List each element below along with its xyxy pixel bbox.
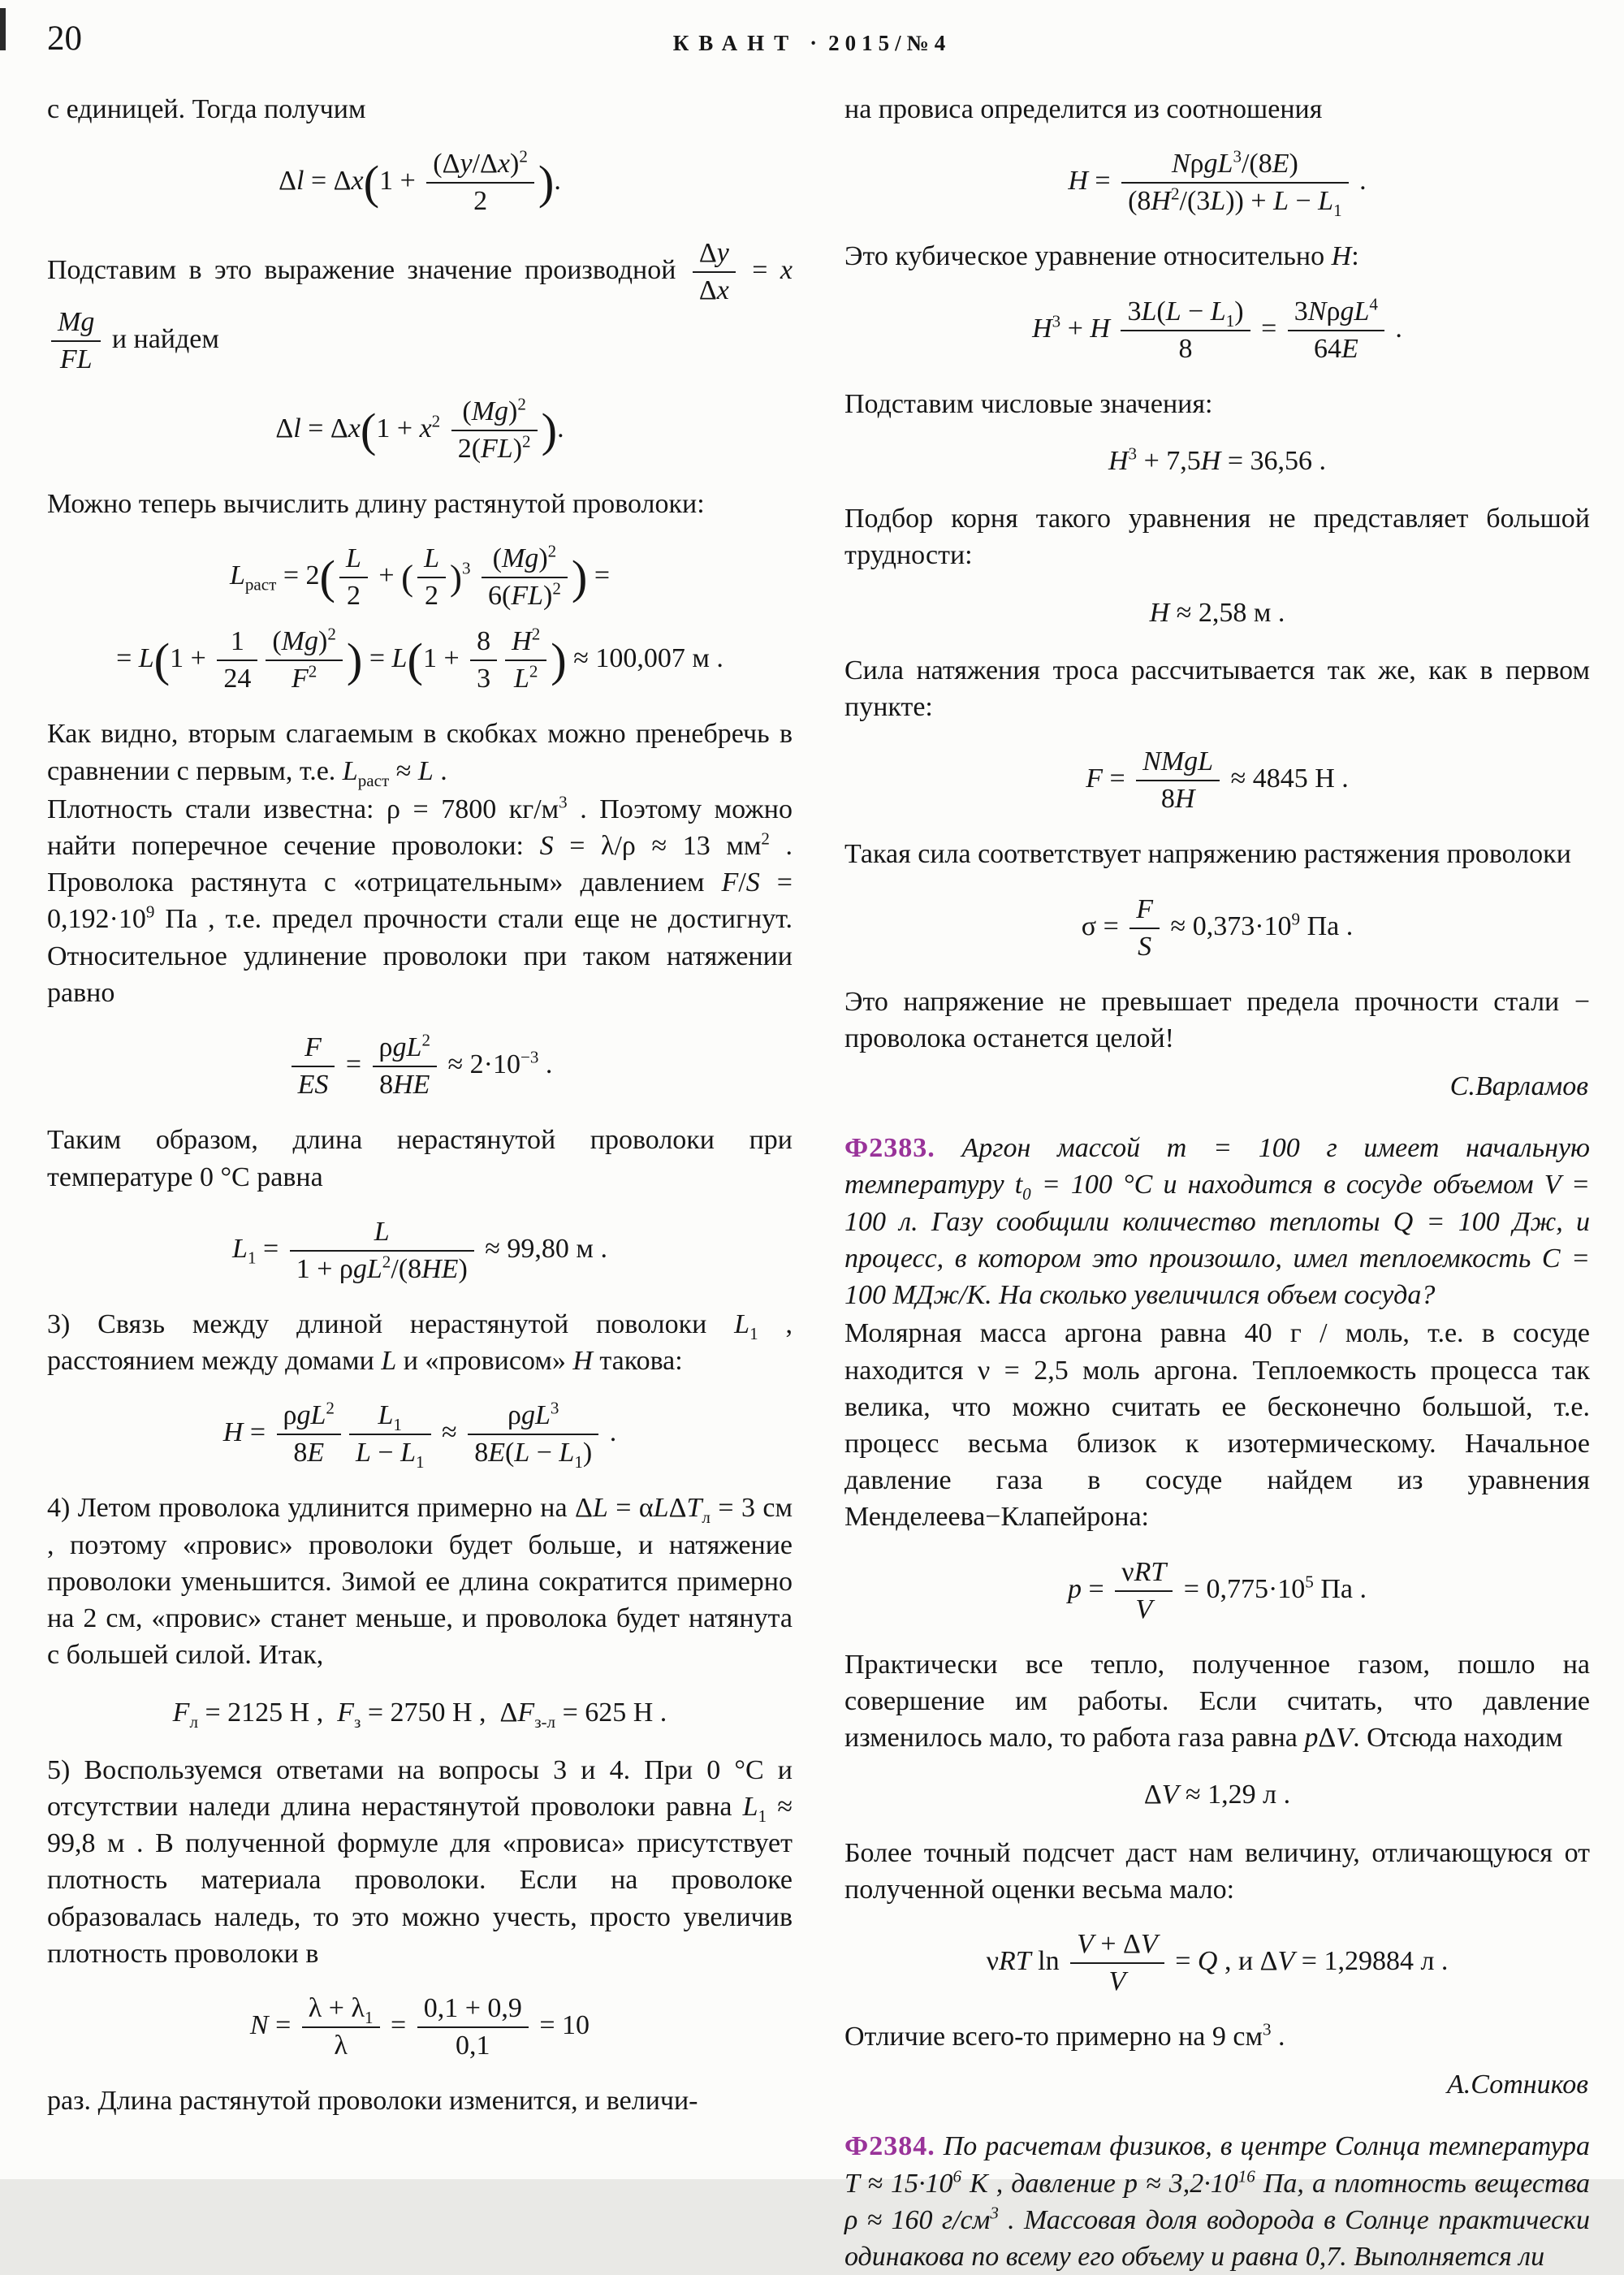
formula-l1: $L_1$ = $\frac{L}{1 + \rho gL^2/(8HE)}$ ≈ 99,80 м . <box>232 1216 607 1284</box>
para-3-svyaz: 3) Связь между длиной нерастянутой поволоки $L_1$ , расстоянием между домами L и «провисом» H такова: <box>47 1308 793 1377</box>
para-bolee-tochnyi: Более точный подсчет даст нам величину, отличающуюся от полученной оценки весьма мало: <box>844 1837 1590 1905</box>
formula-h-value: H ≈ 2,58 м . <box>1149 597 1285 628</box>
formula-nrt-ln: νRT ln $\frac{V + \Delta V}{V}$ = Q , и ΔV = 1,29884 л . <box>986 1929 1449 1997</box>
problem-f2383 <box>844 1130 1590 1313</box>
para-podstavim-proizvodnoy: Подставим в это выражение значение производной $\frac{\Delta y}{\Delta x}$ = x $\frac{Mg}{FL}$ и найдем <box>47 238 793 374</box>
problem-f2384-text: По расчетам физиков, в центре Солнца температура $T \approx 15\cdot 10^6$ К , давление $p \approx 3,2\cdot 10^{16}$ Па, а плотность вещества ρ ≈ 160 $г/см^3$ . Массовая доля водорода в Солнце практически одинакова по всему его объему и равна 0,7. Выполняется ли <box>844 2131 1591 2273</box>
para-prakticheski: Практически все тепло, полученное газом, пошло на совершение им работы. Если считать, что давление изменилось мало, то работа газа равна pΔV. Отсюда находим <box>844 1649 1590 1754</box>
para-raz: раз. Длина растянутой проволоки изменится, и величи- <box>47 2086 698 2117</box>
para-sila-natyazheniya: Сила натяжения троса рассчитывается так же, как в первом пункте: <box>844 655 1590 722</box>
para-4-letom: 4) Летом проволока удлинится примерно на ΔL = αLΔT$_л$ = 3 см , поэтому «провис» проволоки будет больше, и натяжение проволоки уменьшится. Зимой ее длина сократится примерно на 2 см, «провис» станет меньше, и проволока будет натянута с большей силой. Итак, <box>47 1493 793 1671</box>
formula-sily: $F_л = 2125$ Н , $F_з = 2750$ Н , $\Delta F_{з-л} = 625$ Н . <box>172 1697 667 1732</box>
journal-issue: 2015/№4 <box>828 31 952 55</box>
para-otlichie: Отличие всего-то примерно на 9 $см^3$ . <box>844 2019 1285 2052</box>
para-takaya-sila: Такая сила соответствует напряжению растяжения проволоки <box>844 839 1571 870</box>
para-edinicey: с единицей. Тогда получим <box>47 94 366 124</box>
formula-dl-dy-dx: Δl = Δx(1 + $\frac{(\Delta y/\Delta x)^2}{2}$ ). <box>279 146 561 217</box>
author-sotnikov: А.Сотников <box>1447 2070 1588 2100</box>
formula-f-es: $\frac{F}{ES}$ = $\frac{\rho gL^2}{8HE}$ ≈ $2\cdot 10^{-3}$ . <box>47 1032 793 1101</box>
two-column-layout <box>47 91 1590 2275</box>
formula-h-numeric: $H^3 + 7,5H = 36,56$ . <box>1108 443 1327 476</box>
problem-f2383-text: Аргон массой m = 100 г имеет начальную температуру $t_0 = 100$ °C и находится в сосуде объемом V = 100 л. Газу сообщили количество теплоты Q = 100 Дж, и процесс, в котором это произошло, имел теплоемкость C = 100 МДж/К. На сколько увеличился объем сосуда? <box>844 1133 1591 1311</box>
formula-p: p = $\frac{\text{νRT}}{V}$ = $0,775\cdot 10^5$ Па . <box>1068 1556 1367 1624</box>
para-mozhno-teper: Можно теперь вычислить длину растянутой проволоки: <box>47 488 705 519</box>
problem-f2384 <box>844 2128 1590 2275</box>
left-column <box>47 91 793 2275</box>
para-podstavim-chislovye: Подставим числовые значения: <box>844 388 1213 419</box>
para-molyarnaya-massa: Молярная масса аргона равна 40 г / моль, т.е. в сосуде находится ν = 2,5 моль аргона. Теплоемкость процесса так велика, что можно считать ее бесконечно большой, т.е. процесс весьма близок к изотермическому. Начальное давление газа в сосуде найдем из уравнения Менделеева−Клапейрона: <box>844 1318 1590 1533</box>
formula-h-cubic-source: H = $\frac{N\rho gL^3/(8E)}{(8H^2/(3L)) + L - L_1}$ . <box>1068 146 1367 221</box>
page-number: 20 <box>47 19 82 58</box>
formula-h-svyaz: H = $\frac{\rho gL^2}{8E}$ $\frac{L_1}{L - L_1}$ ≈ $\frac{\rho gL^3}{8E(L - L_1)}$ . <box>222 1398 617 1473</box>
formula-dl-x2: $\Delta l = \Delta x(1 + x^2$ $\frac{(Mg)^2}{2(FL)^2}$ ). <box>275 394 564 464</box>
journal-title: КВАНТ <box>672 31 799 55</box>
formula-sigma: σ = $\frac{F}{S}$ ≈ $0,373\cdot 10^9$ Па . <box>1081 893 1354 962</box>
para-podbor-kornya: Подбор корня такого уравнения не представляет большой трудности: <box>844 504 1590 571</box>
journal-header <box>0 32 1624 54</box>
para-eto-napryazhenie: Это напряжение не превышает предела прочности стали − проволока останется целой! <box>844 986 1590 1053</box>
header-separator: · <box>810 31 818 55</box>
formula-l-rast: $L_{раст} = 2$( $\frac{L}{2}$ + ( $\frac{L}{2}$ )$^3$ $\frac{(Mg)^2}{6(FL)^2}$ ) = = L(1 + $\frac{1}{24}$ $\frac{(Mg)^2}{F^2}$ ) = L(1 + $\frac{8}{3}$ $\frac{H^2}{L^2}$ ) ≈ 100,007 м . <box>116 541 723 694</box>
formula-dv: ΔV ≈ 1,29 л . <box>1143 1780 1291 1810</box>
formula-n: N = $\frac{\lambda + \lambda_1}{\lambda}$ = $\frac{0,1 + 0,9}{0,1}$ = 10 <box>249 1993 590 2061</box>
right-column <box>844 91 1590 2275</box>
para-eto-kubicheskoe: Это кубическое уравнение относительно H: <box>844 241 1359 272</box>
problem-f2384-label: Ф2384. <box>844 2131 935 2162</box>
para-na-provisa: на провиса определится из соотношения <box>844 94 1323 124</box>
problem-f2383-label: Ф2383. <box>844 1133 935 1164</box>
para-takim-obrazom: Таким образом, длина нерастянутой проволоки при температуре 0 °C равна <box>47 1125 793 1192</box>
formula-f-value: F = $\frac{\text{NMgL}}{8H}$ ≈ 4845 Н . <box>1086 746 1349 815</box>
para-plotnost-stali: Плотность стали известна: ρ = 7800 $кг/м^3$ . Поэтому можно найти поперечное сечение проволоки: S = λ/ρ ≈ 13 $мм^2$ . Проволока растянута с «отрицательным» давлением $F/S = 0,192\cdot 10^9$ Па , т.е. предел прочности стали еще не достигнут. Относительное удлинение проволоки при таком натяжении равно <box>47 792 793 1008</box>
formula-h-cubic: $H^3 + H$ $\frac{3L(L - L_1)}{8}$ = $\frac{3N\rho gL^4}{64E}$ . <box>1032 294 1402 364</box>
author-varlamov: С.Варламов <box>1449 1071 1588 1102</box>
para-5-vospolzuemsya: 5) Воспользуемся ответами на вопросы 3 и 4. При 0 °C и отсутствии наледи длина нерастянутой проволоки равна $L_1 \approx 99,8$ м . В полученной формуле для «провиса» присутствует плотность материала проволоки. Если на проволоке образовалась наледь, то это можно учесть, просто увеличив плотность проволоки в <box>47 1754 793 1969</box>
para-kak-vidno: Как видно, вторым слагаемым в скобках можно пренебречь в сравнении с первым, т.е. $L_{раст} \approx L$ . <box>47 719 793 790</box>
